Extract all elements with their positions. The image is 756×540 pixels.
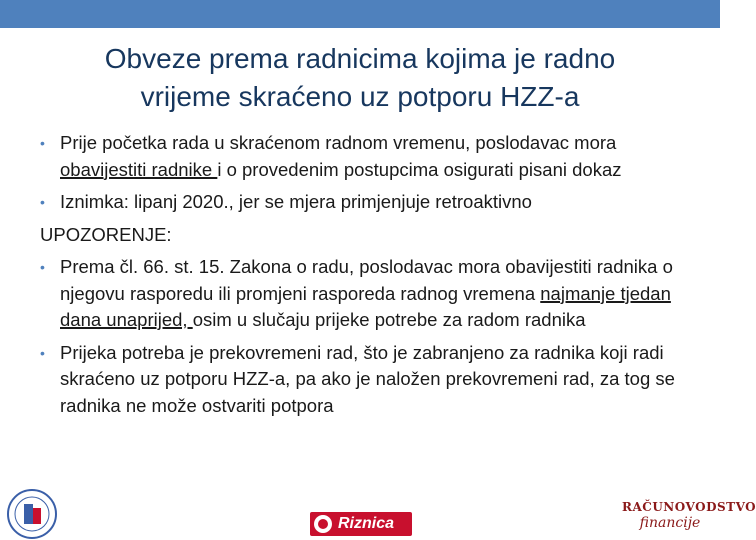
bullet-item bbox=[40, 189, 690, 216]
bullet-item bbox=[40, 130, 690, 183]
bullet-icon: • bbox=[40, 344, 45, 361]
warning-heading: UPOZORENJE: bbox=[40, 223, 172, 245]
bullet-item bbox=[40, 340, 690, 420]
bullet-item bbox=[40, 254, 690, 334]
rif-logo bbox=[622, 500, 756, 538]
title-line-1: Obveze prema radnicima kojima je radno bbox=[104, 43, 616, 74]
title-line-2: vrijeme skraćeno uz potporu HZZ-a bbox=[140, 81, 580, 112]
bullet-text: Prema čl. 66. st. 15. Zakona o radu, poslodavac mora obavijestiti radnika o njegovu rasporedu ili promjeni rasporeda radnog vremena bbox=[60, 256, 673, 304]
bullet-icon: • bbox=[40, 135, 45, 151]
underlined-text: najmanje tjedan dana unaprijed, bbox=[60, 282, 671, 330]
bullet-icon: • bbox=[40, 259, 45, 275]
top-bar bbox=[0, 0, 720, 28]
bullet-text: Prije početka rada u skraćenom radnom vremenu, poslodavac mora bbox=[60, 132, 617, 153]
bullet-text: Iznimka: lipanj 2020., jer se mjera primjenjuje retroaktivno bbox=[60, 191, 532, 212]
seal-logo-icon bbox=[6, 488, 58, 540]
slide-title bbox=[60, 40, 660, 116]
underlined-text: obavijestiti radnike bbox=[60, 158, 218, 180]
slide-content bbox=[40, 130, 690, 425]
riznica-emblem-icon bbox=[314, 515, 332, 533]
riznica-label: Riznica bbox=[338, 515, 395, 532]
bullet-text: osim u slučaju prijeke potrebe za radom radnika bbox=[192, 309, 586, 330]
bullet-text: i o provedenim postupcima osigurati pisani dokaz bbox=[217, 158, 622, 180]
rif-logo-top: RAČUNOVODSTVO bbox=[622, 500, 756, 514]
bullet-text: Prijeka potreba je prekovremeni rad, što je zabranjeno za radnika koji radi skraćeno uz potporu HZZ-a, pa ako je naložen prekovremeni rad, za tog se radnika ne može ostvariti potpora bbox=[60, 341, 675, 416]
riznica-logo bbox=[310, 512, 412, 536]
rif-logo-bottom: financije bbox=[639, 515, 701, 531]
bullet-icon: • bbox=[40, 194, 45, 210]
